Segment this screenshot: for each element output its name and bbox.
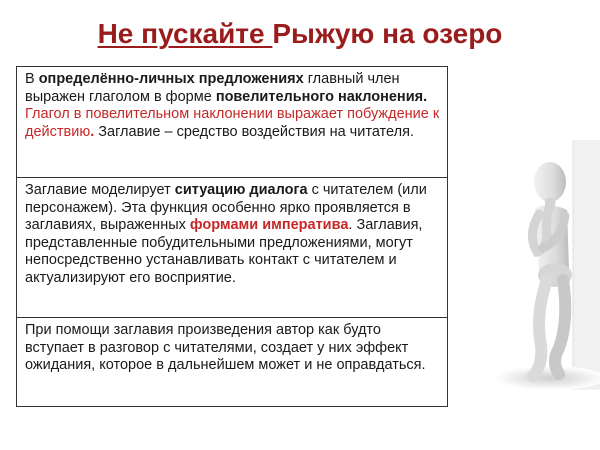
text-segment: определённо-личных предложениях xyxy=(38,71,304,87)
text-segment: В xyxy=(25,71,39,87)
text-segment: с читателем (или персонажем). Эта функция особенно ярко проявляется в заглавиях, выраженных xyxy=(25,182,427,233)
text-segment: формами императива xyxy=(189,217,349,233)
page-title xyxy=(0,18,600,50)
text-segment: Глагол в повелительном наклонении выражает побуждение к действию xyxy=(25,106,440,140)
text-segment: . Заглавия, представленные побудительными предложениями, могут непосредственно устанавливать контакт с читателем и актуализируют его восприятие. xyxy=(25,217,423,286)
text-block-2 xyxy=(17,177,447,317)
text-segment: главный член выражен глаголом в форме xyxy=(25,71,400,105)
text-block-1 xyxy=(17,67,447,177)
text-segment: повелительного наклонения. xyxy=(215,88,428,105)
text-segment: При помощи заглавия произведения автор как будто вступает в разговор с читателями, создает у них эффект ожидания, которое в дальнейшем может и не оправдаться. xyxy=(25,322,426,373)
title-underlined-part: Не пускайте xyxy=(97,18,273,49)
text-block-3 xyxy=(17,317,447,406)
thinking-figure-illustration xyxy=(455,140,600,400)
text-segment: ситуацию диалога xyxy=(174,182,308,198)
title-rest: Рыжую на озеро xyxy=(272,18,503,49)
text-segment: Заглавие – средство воздействия на читателя. xyxy=(94,123,414,140)
text-segment: . xyxy=(90,123,95,140)
text-segment: Заглавие моделирует xyxy=(25,182,175,198)
text-card xyxy=(16,66,448,407)
